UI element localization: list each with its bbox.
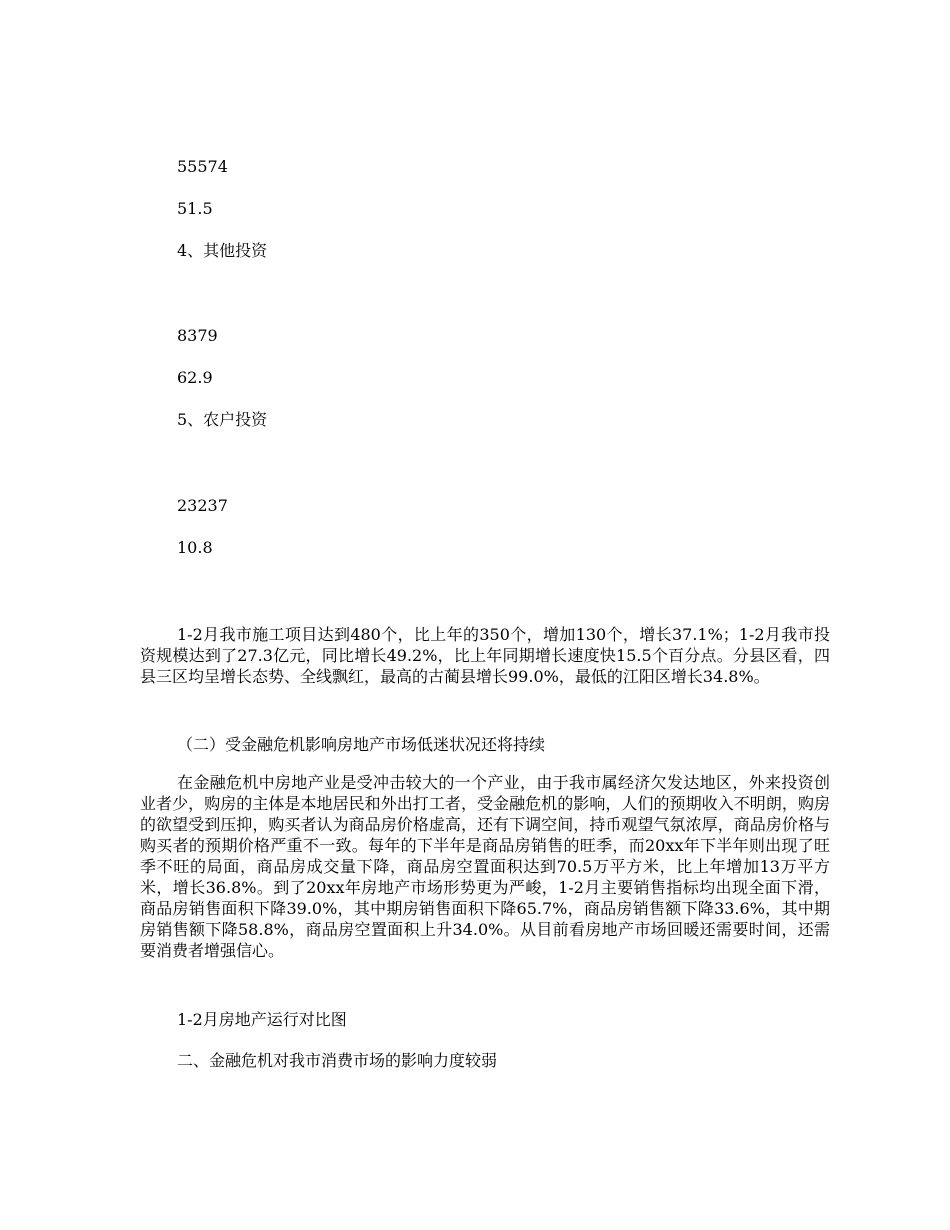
paragraph-construction-projects: 1-2月我市施工项目达到480个，比上年的350个，增加130个，增长37.1%；1-2月我市投资规模达到了27.3亿元，同比增长49.2%，比上年同期增长速度快15.5个百分点。分县区看，四县三区均呈增长态势、全线飘红，最高的古蔺县增长99.0%，最低的江阳区增长34.8%。 — [140, 625, 830, 686]
value-23237: 23237 — [177, 496, 228, 515]
value-10-8: 10.8 — [177, 538, 213, 557]
item-farmer-investment: 5、农户投资 — [177, 410, 268, 429]
value-51-5: 51.5 — [177, 199, 213, 218]
value-62-9: 62.9 — [177, 368, 213, 387]
figure-caption: 1-2月房地产运行对比图 — [177, 1010, 347, 1029]
item-other-investment: 4、其他投资 — [177, 241, 268, 260]
value-8379: 8379 — [177, 326, 218, 345]
paragraph-real-estate-market: 在金融危机中房地产业是受冲击较大的一个产业，由于我市属经济欠发达地区，外来投资创业者少，购房的主体是本地居民和外出打工者，受金融危机的影响，人们的预期收入不明朗，购房的欲望受到压抑，购买者认为商品房价格虚高，还有下调空间，持币观望气氛浓厚，商品房价格与购买者的预期价格严重不一致。每年的下半年是商品房销售的旺季，而20xx年下半年则出现了旺季不旺的局面，商品房成交量下降，商品房空置面积达到70.5万平方米，比上年增加13万平方米，增长36.8%。到了20xx年房地产市场形势更为严峻，1-2月主要销售指标均出现全面下滑，商品房销售面积下降39.0%，其中期房销售面积下降65.7%，商品房销售额下降33.6%，其中期房销售额下降58.8%，商品房空置面积上升34.0%。从目前看房地产市场回暖还需要时间，还需要消费者增强信心。 — [140, 773, 830, 960]
section-heading-consumer-market: 二、金融危机对我市消费市场的影响力度较弱 — [177, 1051, 498, 1070]
value-55574: 55574 — [177, 157, 228, 176]
section-heading-real-estate: （二）受金融危机影响房地产市场低迷状况还将持续 — [177, 735, 546, 754]
